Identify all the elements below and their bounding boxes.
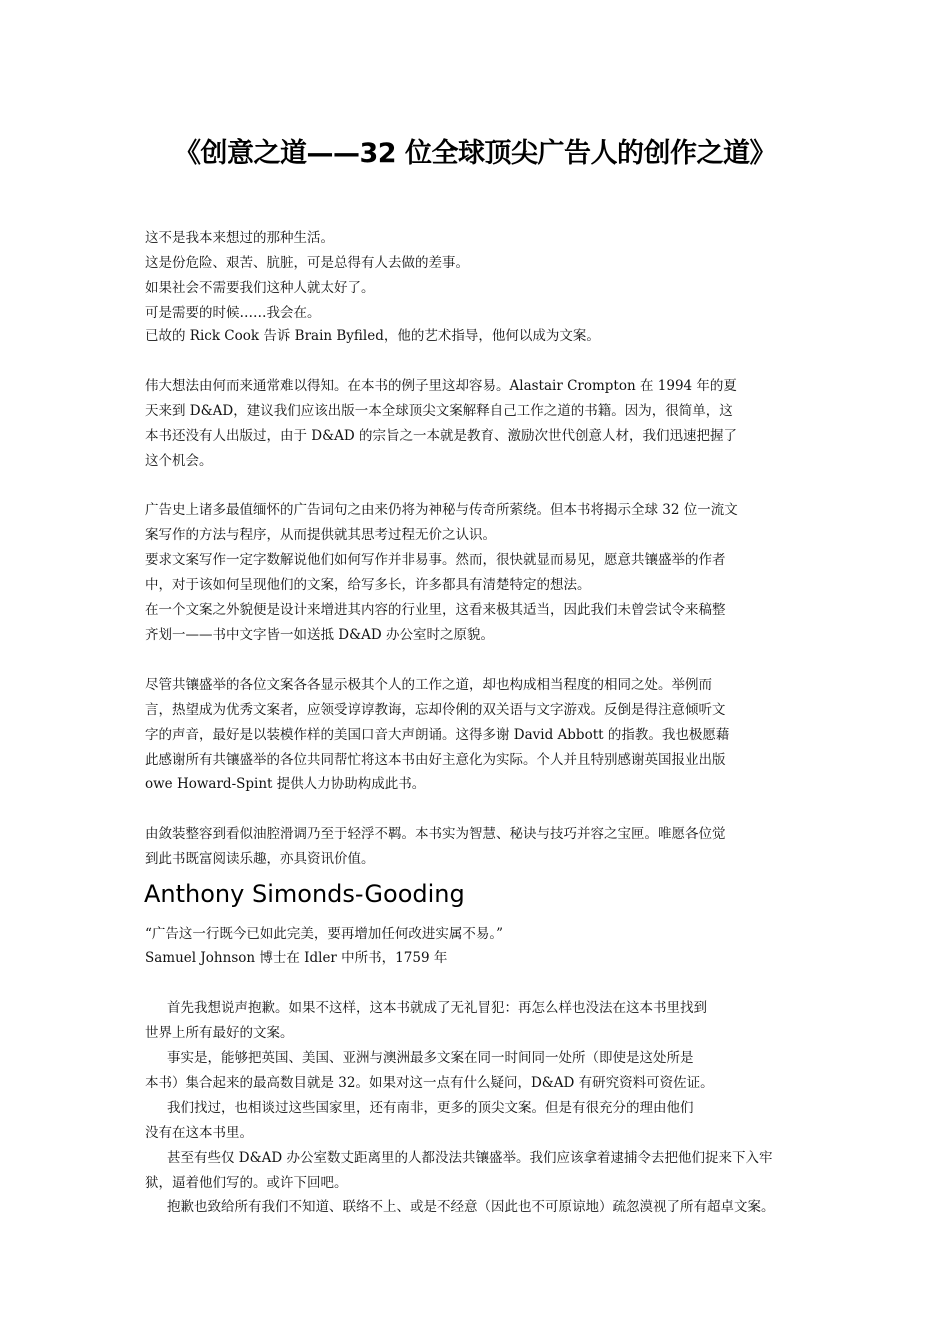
intro-line: 如果社会不需要我们这种人就太好了。: [145, 280, 375, 296]
paragraph-line: owe Howard-Spint 提供人力协助构成此书。: [145, 776, 426, 792]
paragraph-line: 要求文案写作一定字数解说他们如何写作并非易事。然而，很快就显而易见，愿意共镶盛举的作者: [145, 552, 726, 568]
body-line: 本书）集合起来的最高数目就是 32。如果对这一点有什么疑问，D&AD 有研究资料可资佐证。: [145, 1075, 714, 1091]
paragraph-line: 伟大想法由何而来通常难以得知。在本书的例子里这却容易。Alastair Crompton 在 1994 年的夏: [145, 378, 737, 394]
body-line: 没有在这本书里。: [145, 1125, 253, 1141]
intro-line: 可是需要的时候……我会在。: [145, 305, 321, 321]
paragraph-line: 言，热望成为优秀文案者，应领受谆谆教诲，忘却伶俐的双关语与文字游戏。反倒是得注意倾听文: [145, 702, 726, 718]
paragraph-line: 到此书既富阅读乐趣，亦具资讯价值。: [145, 851, 375, 867]
intro-line: 这不是我本来想过的那种生活。: [145, 230, 334, 246]
section-heading: Anthony Simonds-Gooding: [144, 880, 465, 908]
paragraph-line: 本书还没有人出版过，由于 D&AD 的宗旨之一本就是教育、激励次世代创意人材，我们迅速把握了: [145, 428, 737, 444]
body-line: 首先我想说声抱歉。如果不这样，这本书就成了无礼冒犯：再怎么样也没法在这本书里找到: [167, 1000, 707, 1016]
paragraph-line: 广告史上诸多最值缅怀的广告词句之由来仍将为神秘与传奇所萦绕。但本书将揭示全球 32 位一流文: [145, 502, 738, 518]
body-line: 抱歉也致给所有我们不知道、联络不上、或是不经意（因此也不可原谅地）疏忽漠视了所有超卓文案。: [167, 1199, 775, 1215]
body-line: 狱，逼着他们写的。或许下回吧。: [145, 1175, 348, 1191]
paragraph-line: 在一个文案之外貌便是设计来增进其内容的行业里，这看来极其适当，因此我们未曾尝试令来稿整: [145, 602, 726, 618]
quote-line: “广告这一行既今已如此完美，要再增加任何改进实属不易。”: [145, 926, 504, 942]
paragraph-line: 齐划一——书中文字皆一如送抵 D&AD 办公室时之原貌。: [145, 627, 494, 643]
paragraph-line: 这个机会。: [145, 453, 213, 469]
body-line: 事实是，能够把英国、美国、亚洲与澳洲最多文案在同一时间同一处所（即使是这处所是: [167, 1050, 694, 1066]
body-line: 世界上所有最好的文案。: [145, 1025, 294, 1041]
body-line: 甚至有些仅 D&AD 办公室数丈距离里的人都没法共镶盛举。我们应该拿着逮捕令去把他们捉来下入牢: [167, 1150, 773, 1166]
paragraph-line: 案写作的方法与程序，从而提供就其思考过程无价之认识。: [145, 527, 496, 543]
paragraph-line: 此感谢所有共镶盛举的各位共同帮忙将这本书由好主意化为实际。个人并且特别感谢英国报业出版: [145, 752, 726, 768]
paragraph-line: 尽管共镶盛举的各位文案各各显示极其个人的工作之道，却也构成相当程度的相同之处。举例而: [145, 677, 712, 693]
intro-line: 已故的 Rick Cook 告诉 Brain Byfiled，他的艺术指导，他何以成为文案。: [145, 328, 600, 344]
intro-line: 这是份危险、艰苦、肮脏，可是总得有人去做的差事。: [145, 255, 469, 271]
document-title: 《创意之道——32 位全球顶尖广告人的创作之道》: [174, 138, 776, 169]
paragraph-line: 中，对于该如何呈现他们的文案，给写多长，许多都具有清楚特定的想法。: [145, 577, 591, 593]
paragraph-line: 由敛装整容到看似油腔滑调乃至于轻浮不羁。本书实为智慧、秘诀与技巧并容之宝匣。唯愿各位觉: [145, 826, 726, 842]
paragraph-line: 字的声音，最好是以装模作样的美国口音大声朗诵。这得多谢 David Abbott 的指教。我也极愿藉: [145, 727, 730, 743]
body-line: 我们找过，也相谈过这些国家里，还有南非，更多的顶尖文案。但是有很充分的理由他们: [167, 1100, 694, 1116]
quote-attribution: Samuel Johnson 博士在 Idler 中所书，1759 年: [145, 950, 448, 966]
paragraph-line: 天来到 D&AD，建议我们应该出版一本全球顶尖文案解释自己工作之道的书籍。因为，很简单，这: [145, 403, 733, 419]
